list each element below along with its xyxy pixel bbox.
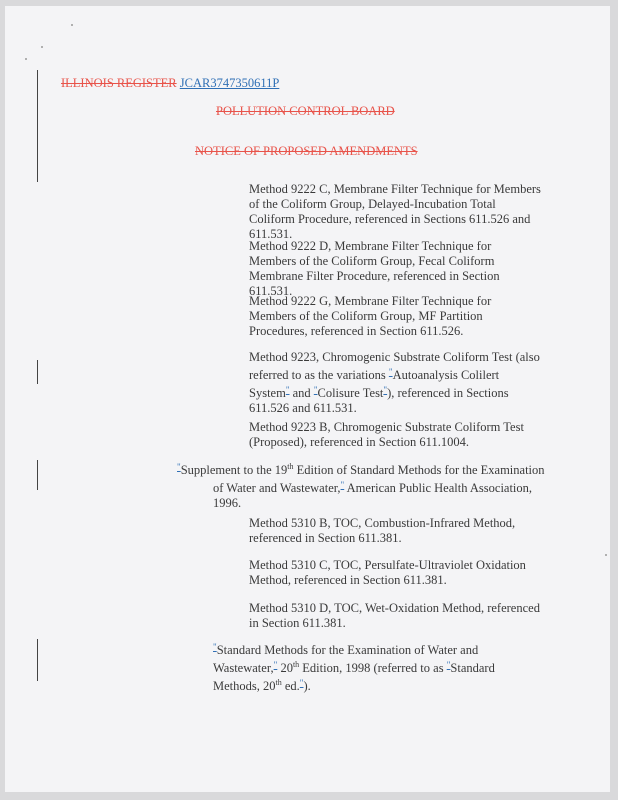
- register-header: [61, 76, 279, 91]
- quote-mark: ": [213, 642, 217, 652]
- method-5310c: Method 5310 C, TOC, Persulfate-Ultraviolet Oxidation Method, referenced in Section 611.381.: [249, 558, 526, 587]
- text-run: American Public Health Association, 1996.: [213, 481, 533, 510]
- quote-mark: ": [383, 385, 388, 395]
- quote-mark: ": [273, 660, 278, 670]
- quote-mark: ": [446, 660, 451, 670]
- text-run: ed.: [281, 679, 300, 693]
- text-run: Edition, 1998 (referred to as: [299, 661, 447, 675]
- text-run: Standard Methods for the Examination of Water and Wastewater,: [213, 643, 479, 675]
- change-bar: [37, 360, 38, 384]
- quote-mark: ": [299, 678, 304, 688]
- text-run: Supplement to the 19: [180, 463, 288, 477]
- quote-mark: ": [313, 385, 318, 395]
- scan-speck: [41, 46, 43, 48]
- change-bar: [37, 460, 38, 490]
- change-bar: [37, 70, 38, 182]
- register-inserted: JCAR3747350611P: [179, 76, 280, 90]
- method-9222g: Method 9222 G, Membrane Filter Technique for Members of the Coliform Group, MF Partition Procedures, referenced in Section 611.526.: [249, 294, 492, 338]
- change-bar: [37, 639, 38, 681]
- method-5310b: Method 5310 B, TOC, Combustion-Infrared Method, referenced in Section 611.381.: [249, 516, 516, 545]
- document-page: [5, 6, 610, 792]
- text-run: Edition of Standard Methods for the Examination of Water and Wastewater,: [213, 463, 545, 495]
- supplement-entry: [177, 460, 553, 511]
- board-title: POLLUTION CONTROL BOARD: [216, 104, 395, 118]
- quote-mark: ": [177, 462, 181, 472]
- register-deleted: ILLINOIS REGISTER: [61, 76, 177, 90]
- scan-speck: [71, 24, 73, 26]
- standard-methods-entry: [213, 640, 533, 694]
- text-run: ), referenced in Sections 611.526 and 611.531.: [249, 386, 509, 415]
- method-9223b: Method 9223 B, Chromogenic Substrate Coliform Test (Proposed), referenced in Section 611.1004.: [249, 420, 524, 449]
- scan-speck: [605, 554, 607, 556]
- superscript: th: [287, 461, 294, 471]
- method-9222d: Method 9222 D, Membrane Filter Technique for Members of the Coliform Group, Fecal Coliform Membrane Filter Procedure, referenced in Section 611.531.: [249, 239, 500, 298]
- quote-mark: ": [285, 385, 290, 395]
- text-run: 20: [277, 661, 293, 675]
- method-9222c: Method 9222 C, Membrane Filter Technique for Members of the Coliform Group, Delayed-Incubation Total Coliform Procedure, referenced in Sections 611.526 and 611.531.: [249, 182, 541, 241]
- superscript: th: [292, 659, 300, 669]
- superscript: th: [275, 677, 282, 687]
- notice-title: NOTICE OF PROPOSED AMENDMENTS: [195, 144, 418, 158]
- text-run: and: [289, 386, 314, 400]
- quote-mark: ": [340, 480, 345, 490]
- method-5310d: Method 5310 D, TOC, Wet-Oxidation Method, referenced in Section 611.381.: [249, 601, 540, 630]
- text-run: Method 9223, Chromogenic Substrate Coliform Test (also referred to as the variations: [249, 350, 540, 382]
- scan-speck: [25, 58, 27, 60]
- text-run: Standard Methods, 20: [213, 661, 495, 693]
- quote-mark: ": [388, 367, 393, 377]
- text-run: Autoanalysis Colilert System: [249, 368, 500, 400]
- text-run: ).: [303, 679, 311, 693]
- method-9223: [249, 350, 541, 416]
- text-run: Colisure Test: [317, 386, 384, 400]
